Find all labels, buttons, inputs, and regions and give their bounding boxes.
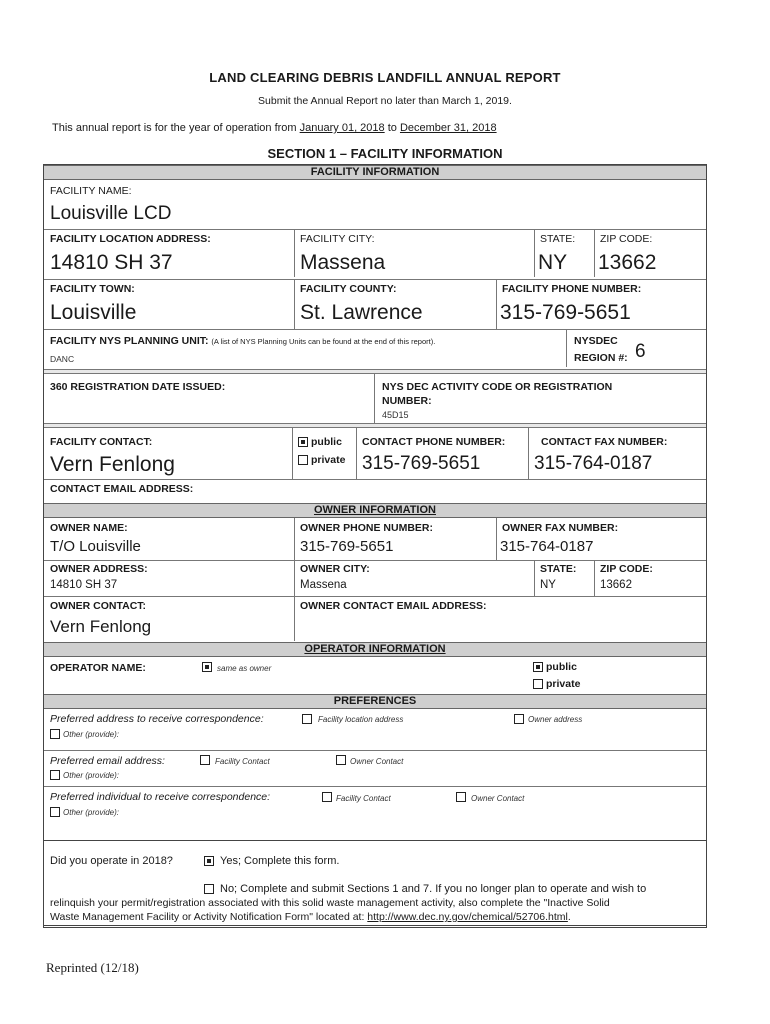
- owner-address-value[interactable]: 14810 SH 37: [50, 579, 118, 591]
- facility-contact-value[interactable]: Vern Fenlong: [50, 453, 175, 476]
- owner-information-title: OWNER INFORMATION: [313, 504, 436, 516]
- activity-code-label-1: NYS DEC ACTIVITY CODE OR REGISTRATION: [382, 381, 613, 393]
- owner-city-label: OWNER CITY:: [300, 563, 370, 575]
- facility-zip-value[interactable]: 13662: [598, 251, 657, 274]
- pref-address-other-label: Other (provide):: [63, 730, 120, 739]
- section-title: SECTION 1 – FACILITY INFORMATION: [267, 146, 503, 161]
- divider: [294, 560, 295, 596]
- planning-unit-label: [50, 335, 435, 347]
- divider: [496, 518, 497, 560]
- facility-name-value[interactable]: Louisville LCD: [50, 203, 172, 224]
- facility-address-label: FACILITY LOCATION ADDRESS:: [50, 233, 211, 245]
- divider: [44, 229, 706, 230]
- owner-fax-value[interactable]: 315-764-0187: [500, 538, 594, 555]
- operator-information-title: OPERATOR INFORMATION: [304, 643, 446, 655]
- planning-unit-note: (A list of NYS Planning Units can be found at the end of this report).: [211, 337, 436, 346]
- divider: [44, 369, 706, 374]
- operate-no-checkbox[interactable]: [204, 884, 214, 894]
- pref-address-facility-label: Facility location address: [318, 715, 404, 724]
- activity-code-label-2: NUMBER:: [382, 395, 432, 407]
- pref-address-other-checkbox[interactable]: [50, 729, 60, 739]
- facility-contact-label: FACILITY CONTACT:: [50, 436, 153, 448]
- inactive-form-link[interactable]: http://www.dec.ny.gov/chemical/52706.html: [367, 911, 568, 923]
- operate-no-line3: [50, 911, 571, 923]
- operator-information-band: [44, 642, 706, 657]
- divider: [534, 560, 535, 596]
- owner-phone-value[interactable]: 315-769-5651: [300, 538, 394, 555]
- contact-fax-label: CONTACT FAX NUMBER:: [541, 436, 668, 448]
- operator-same-as-owner-label: same as owner: [217, 664, 272, 673]
- submit-note: Submit the Annual Report no later than March 1, 2019.: [258, 95, 512, 107]
- facility-phone-label: FACILITY PHONE NUMBER:: [502, 283, 642, 295]
- divider: [356, 427, 357, 479]
- owner-name-value[interactable]: T/O Louisville: [50, 538, 141, 555]
- contact-public-label: public: [311, 436, 342, 448]
- owner-address-label: OWNER ADDRESS:: [50, 563, 148, 575]
- operate-yes-checkbox[interactable]: [204, 856, 214, 866]
- divider: [44, 423, 706, 428]
- planning-unit-value[interactable]: DANC: [50, 354, 75, 364]
- facility-zip-label: ZIP CODE:: [600, 233, 653, 245]
- facility-city-value[interactable]: Massena: [300, 251, 386, 274]
- divider: [528, 427, 529, 479]
- pref-individual-other-label: Other (provide):: [63, 808, 120, 817]
- preferred-address-question: Preferred address to receive correspondence:: [50, 713, 264, 725]
- divider: [292, 427, 293, 479]
- divider: [44, 560, 706, 561]
- operator-same-as-owner-checkbox[interactable]: [202, 662, 212, 672]
- region-value[interactable]: 6: [635, 341, 646, 362]
- divider: [566, 329, 567, 367]
- contact-public-checkbox[interactable]: [298, 437, 308, 447]
- owner-state-value[interactable]: NY: [540, 579, 556, 591]
- operate-no-line1: No; Complete and submit Sections 1 and 7. If you no longer plan to operate and wish to: [220, 883, 647, 895]
- operate-yes-label: Yes; Complete this form.: [220, 855, 340, 867]
- activity-code-value[interactable]: 45D15: [382, 410, 409, 420]
- divider: [594, 560, 595, 596]
- pref-email-facility-checkbox[interactable]: [200, 755, 210, 765]
- facility-town-label: FACILITY TOWN:: [50, 283, 135, 295]
- facility-information-band: FACILITY INFORMATION: [44, 165, 706, 180]
- pref-individual-owner-label: Owner Contact: [471, 794, 525, 803]
- operator-private-label: private: [546, 678, 581, 690]
- operator-name-label: OPERATOR NAME:: [50, 662, 146, 674]
- divider: [44, 279, 706, 280]
- contact-email-label: CONTACT EMAIL ADDRESS:: [50, 483, 194, 495]
- contact-phone-value[interactable]: 315-769-5651: [362, 453, 481, 474]
- operate-no-line2: relinquish your permit/registration associated with this solid waste management activity, also complete the "Inactive Solid: [50, 897, 610, 909]
- facility-county-value[interactable]: St. Lawrence: [300, 301, 423, 324]
- divider: [44, 750, 706, 751]
- pref-email-other-label: Other (provide):: [63, 771, 120, 780]
- owner-name-label: OWNER NAME:: [50, 522, 128, 534]
- year-of-operation: [52, 122, 497, 134]
- pref-address-facility-checkbox[interactable]: [302, 714, 312, 724]
- reprinted-note: Reprinted (12/18): [46, 960, 139, 975]
- pref-email-owner-checkbox[interactable]: [336, 755, 346, 765]
- pref-address-owner-checkbox[interactable]: [514, 714, 524, 724]
- contact-private-label: private: [311, 454, 346, 466]
- divider: [44, 479, 706, 480]
- owner-state-label: STATE:: [540, 563, 577, 575]
- divider: [294, 229, 295, 277]
- year-prefix: This annual report is for the year of operation from: [52, 122, 297, 134]
- operator-private-checkbox[interactable]: [533, 679, 543, 689]
- pref-individual-other-checkbox[interactable]: [50, 807, 60, 817]
- owner-phone-label: OWNER PHONE NUMBER:: [300, 522, 433, 534]
- divider: [594, 229, 595, 277]
- divider: [496, 279, 497, 329]
- divider: [294, 596, 295, 641]
- operate-question: Did you operate in 2018?: [50, 855, 173, 867]
- pref-email-owner-label: Owner Contact: [350, 757, 404, 766]
- year-to: December 31, 2018: [399, 122, 497, 134]
- facility-county-label: FACILITY COUNTY:: [300, 283, 397, 295]
- nysdec-label: NYSDEC: [574, 335, 618, 347]
- pref-individual-owner-checkbox[interactable]: [456, 792, 466, 802]
- owner-email-label: OWNER CONTACT EMAIL ADDRESS:: [300, 600, 487, 612]
- facility-town-value[interactable]: Louisville: [50, 301, 137, 324]
- divider: [44, 786, 706, 787]
- pref-individual-facility-label: Facility Contact: [336, 794, 391, 803]
- contact-phone-label: CONTACT PHONE NUMBER:: [362, 436, 506, 448]
- operation-question-box: [43, 840, 707, 928]
- owner-contact-label: OWNER CONTACT:: [50, 600, 147, 612]
- planning-unit-label-text: FACILITY NYS PLANNING UNIT:: [50, 335, 209, 347]
- pref-individual-facility-checkbox[interactable]: [322, 792, 332, 802]
- owner-zip-label: ZIP CODE:: [600, 563, 653, 575]
- facility-name-label: FACILITY NAME:: [50, 185, 132, 197]
- year-from: January 01, 2018: [299, 122, 385, 134]
- pref-email-other-checkbox[interactable]: [50, 770, 60, 780]
- preferences-band: PREFERENCES: [44, 694, 706, 709]
- owner-information-band: [44, 503, 706, 518]
- report-title: LAND CLEARING DEBRIS LANDFILL ANNUAL REPORT: [209, 70, 561, 85]
- facility-state-value[interactable]: NY: [538, 251, 568, 274]
- pref-email-facility-label: Facility Contact: [215, 757, 270, 766]
- divider: [44, 329, 706, 330]
- facility-form: [43, 164, 707, 926]
- preferred-individual-question: Preferred individual to receive correspondence:: [50, 791, 271, 803]
- owner-zip-value[interactable]: 13662: [600, 579, 632, 591]
- divider: [294, 279, 295, 329]
- facility-state-label: STATE:: [540, 233, 576, 245]
- facility-address-value[interactable]: 14810 SH 37: [50, 251, 173, 274]
- pref-address-owner-label: Owner address: [528, 715, 583, 724]
- owner-city-value[interactable]: Massena: [300, 579, 347, 591]
- owner-fax-label: OWNER FAX NUMBER:: [502, 522, 619, 534]
- operate-no-line3-end: .: [567, 911, 571, 923]
- divider: [44, 596, 706, 597]
- facility-phone-value[interactable]: 315-769-5651: [500, 301, 631, 324]
- operate-no-line3-text: Waste Management Facility or Activity Notification Form" located at:: [50, 911, 365, 923]
- owner-contact-value[interactable]: Vern Fenlong: [50, 617, 152, 636]
- operator-public-checkbox[interactable]: [533, 662, 543, 672]
- contact-fax-value[interactable]: 315-764-0187: [534, 453, 653, 474]
- divider: [294, 518, 295, 560]
- divider: [534, 229, 535, 277]
- contact-private-checkbox[interactable]: [298, 455, 308, 465]
- region-label: REGION #:: [574, 352, 628, 364]
- registration-date-label: 360 REGISTRATION DATE ISSUED:: [50, 381, 226, 393]
- year-to-word: to: [387, 122, 397, 134]
- operator-public-label: public: [546, 661, 577, 673]
- preferred-email-question: Preferred email address:: [50, 755, 165, 767]
- divider: [374, 373, 375, 423]
- facility-city-label: FACILITY CITY:: [300, 233, 375, 245]
